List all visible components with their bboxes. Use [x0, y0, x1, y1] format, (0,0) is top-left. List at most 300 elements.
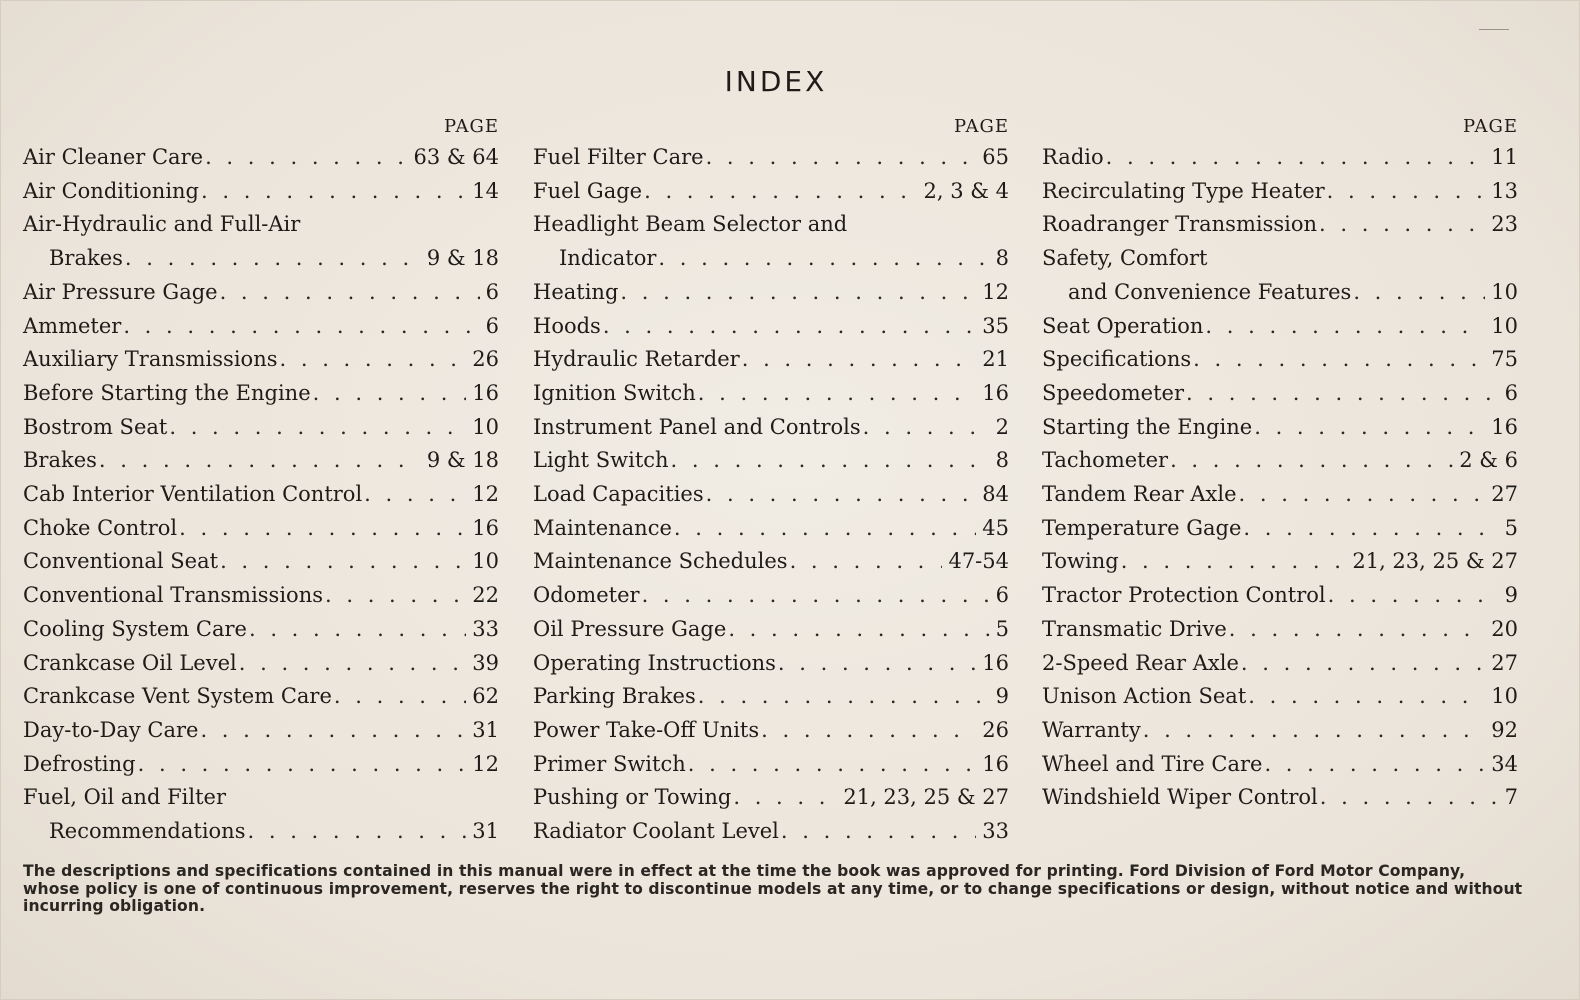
index-entry-topic: Auxiliary Transmissions: [23, 347, 278, 372]
dot-leader: [1241, 647, 1485, 681]
index-entry-topic: Cooling System Care: [23, 616, 247, 641]
dot-leader: [248, 815, 467, 849]
index-entry-page: 16: [982, 650, 1009, 675]
index-entry-line: [23, 545, 499, 579]
dot-leader: [179, 512, 466, 546]
index-entry: [1042, 613, 1518, 647]
dot-leader: [1353, 276, 1485, 310]
index-entry: [23, 276, 499, 310]
index-entry: [533, 714, 1009, 748]
index-entry-topic: Towing: [1042, 549, 1119, 574]
index-entry: [1042, 478, 1518, 512]
index-entry-topic: Wheel and Tire Care: [1042, 751, 1263, 776]
dot-leader: [1106, 141, 1486, 175]
index-entry-page: 45: [982, 515, 1009, 540]
index-entry-page: 5: [1504, 515, 1518, 540]
index-entry-topic: Maintenance Schedules: [533, 549, 788, 574]
pencil-mark: [1479, 29, 1509, 34]
dot-leader: [125, 242, 421, 276]
dot-leader: [200, 714, 466, 748]
index-entry-topic: Temperature Gage: [1042, 515, 1242, 540]
dot-leader: [1319, 208, 1485, 242]
index-entry: [1042, 377, 1518, 411]
index-entry-page: 2: [995, 414, 1009, 439]
index-entry-line: [23, 748, 499, 782]
index-entry-topic: Light Switch: [533, 448, 669, 473]
index-entry: [533, 815, 1009, 849]
page-column-header: PAGE: [954, 116, 1009, 137]
index-entry-line: [1042, 781, 1518, 815]
index-entry-line: [1042, 613, 1518, 647]
index-entry: [1042, 714, 1518, 748]
index-entry-line: [23, 781, 499, 815]
index-entry-line: [23, 208, 499, 242]
index-entry-line: [533, 647, 1009, 681]
index-entry-topic: Air Cleaner Care: [23, 145, 204, 169]
index-entry: [1042, 512, 1518, 546]
index-entry: [533, 478, 1009, 512]
index-entry-topic: Brakes: [23, 448, 97, 473]
index-entry-page: 27: [1491, 650, 1518, 675]
dot-leader: [688, 748, 977, 782]
index-entry: [1042, 242, 1518, 309]
index-entry-line: [533, 613, 1009, 647]
index-entry: [23, 208, 499, 275]
index-entry-line: [533, 141, 1009, 175]
index-entry-line: [1042, 579, 1518, 613]
index-entry: [1042, 444, 1518, 478]
dot-leader: [1327, 175, 1486, 209]
index-entry: [23, 444, 499, 478]
index-entry-topic: Warranty: [1042, 717, 1141, 742]
index-entry-topic: Recirculating Type Heater: [1042, 178, 1325, 203]
dot-leader: [99, 444, 421, 478]
index-entry-topic: Operating Instructions: [533, 650, 776, 675]
index-entry-line: [23, 478, 499, 512]
index-entry: [1042, 647, 1518, 681]
index-entry-topic: Ignition Switch: [533, 380, 696, 405]
index-entry-line: [533, 242, 1009, 276]
index-entry-line: [1042, 680, 1518, 714]
index-entry-line: [1042, 444, 1518, 478]
index-entry: [533, 781, 1009, 815]
index-entry-topic: Indicator: [559, 246, 657, 271]
index-entry-topic: Odometer: [533, 583, 640, 608]
index-entry-line: [23, 411, 499, 445]
index-entry-topic: Air Pressure Gage: [23, 279, 218, 304]
index-entry-line: [23, 579, 499, 613]
disclaimer-footnote: The descriptions and specifications contained in this manual were in effect at the time the book was approved for printing. Ford Division of Ford Motor Company, whose policy is one of continuous improvement, reserves the right to discontinue models at any time, or to change specifications or design, without notice and without incurring obligation.: [23, 862, 1523, 915]
index-entry-topic: Maintenance: [533, 515, 672, 540]
dot-leader: [642, 579, 990, 613]
index-entry-topic: Cab Interior Ventilation Control: [23, 482, 363, 507]
page-column-header: PAGE: [444, 116, 499, 137]
index-entry-topic: Bostrom Seat: [23, 414, 168, 439]
index-entry: [23, 545, 499, 579]
index-entry: [533, 377, 1009, 411]
index-entry-topic: Tachometer: [1042, 448, 1169, 473]
index-entry-line: [23, 242, 499, 276]
index-entry-page: 26: [472, 347, 499, 372]
index-entry-topic: Pushing or Towing: [533, 785, 732, 810]
index-entry-topic: Seat Operation: [1042, 313, 1204, 338]
index-entry-page: 62: [472, 684, 499, 709]
index-entry: [23, 781, 499, 848]
index-entry: [533, 613, 1009, 647]
index-entry-topic: Primer Switch: [533, 751, 686, 776]
index-entry-line: [23, 512, 499, 546]
index-entry-topic: Tandem Rear Axle: [1042, 482, 1237, 507]
index-entry-line: [533, 310, 1009, 344]
index-entry: [533, 647, 1009, 681]
index-entry-page: 33: [472, 616, 499, 641]
index-entry-page: 26: [982, 717, 1009, 742]
index-entry-page: 84: [982, 482, 1009, 507]
index-entry-page: 6: [485, 313, 499, 338]
index-entry: [23, 343, 499, 377]
index-entry-line: [1042, 714, 1518, 748]
dot-leader: [334, 680, 466, 714]
index-entry-topic: Heating: [533, 279, 619, 304]
index-entry-line: [533, 714, 1009, 748]
index-entry: [1042, 175, 1518, 209]
index-column-2: [533, 113, 1009, 849]
index-entry: [1042, 343, 1518, 377]
index-entry-page: 10: [1491, 279, 1518, 304]
index-entry-page: 34: [1491, 751, 1518, 776]
index-entry-line: [533, 781, 1009, 815]
index-entry-line: [1042, 545, 1518, 579]
index-entry: [1042, 579, 1518, 613]
index-entry: [1042, 680, 1518, 714]
index-entry-topic: Transmatic Drive: [1042, 616, 1227, 641]
index-entry-topic: Before Starting the Engine: [23, 380, 311, 405]
dot-leader: [1186, 377, 1499, 411]
index-entry-line: [1042, 377, 1518, 411]
index-entry-page: 20: [1491, 616, 1518, 641]
index-entry: [23, 748, 499, 782]
index-entry-line: [23, 815, 499, 849]
dot-leader: [280, 343, 467, 377]
index-entry-topic: Air-Hydraulic and Full-Air: [23, 212, 301, 237]
index-entry-line: [1042, 411, 1518, 445]
dot-leader: [1170, 444, 1453, 478]
index-entry-line: [533, 208, 1009, 242]
index-entry-page: 9: [995, 684, 1009, 709]
dot-leader: [658, 242, 989, 276]
index-entry-topic: Roadranger Transmission: [1042, 212, 1318, 237]
index-entry-page: 9 & 18: [426, 246, 499, 271]
dot-leader: [603, 310, 976, 344]
index-entry-line: [1042, 175, 1518, 209]
index-entry-topic: Oil Pressure Gage: [533, 616, 727, 641]
index-entry-page: 2 & 6: [1459, 448, 1518, 473]
dot-leader: [1328, 579, 1499, 613]
index-entry-page: 6: [995, 583, 1009, 608]
index-entry-line: [533, 343, 1009, 377]
index-entry-line: [23, 141, 499, 175]
index-entry: [533, 579, 1009, 613]
dot-leader: [698, 377, 976, 411]
index-entry-page: 13: [1491, 178, 1518, 203]
dot-leader: [706, 141, 977, 175]
index-entry-page: 65: [982, 145, 1009, 169]
index-entry: [23, 377, 499, 411]
index-entry-line: [533, 377, 1009, 411]
index-entry-topic: Brakes: [49, 246, 123, 271]
dot-leader: [644, 175, 917, 209]
index-entry-line: [23, 310, 499, 344]
index-entry-page: 10: [1491, 684, 1518, 709]
index-entry-page: 12: [982, 279, 1009, 304]
index-entry-topic: Load Capacities: [533, 482, 704, 507]
index-entry: [1042, 781, 1518, 815]
dot-leader: [239, 647, 467, 681]
index-entry-topic: Conventional Seat: [23, 549, 219, 574]
dot-leader: [123, 310, 479, 344]
index-entry-topic: Hoods: [533, 313, 601, 338]
index-entry-page: 9 & 18: [426, 448, 499, 473]
dot-leader: [706, 478, 977, 512]
index-entry-page: 16: [982, 751, 1009, 776]
dot-leader: [1254, 411, 1485, 445]
index-entry-topic: Air Conditioning: [23, 178, 199, 203]
index-entry-topic: 2-Speed Rear Axle: [1042, 650, 1239, 675]
index-entry: [533, 208, 1009, 275]
index-entry-page: 39: [472, 650, 499, 675]
index-entry: [533, 512, 1009, 546]
dot-leader: [733, 781, 837, 815]
dot-leader: [1121, 545, 1347, 579]
index-entry: [1042, 545, 1518, 579]
dot-leader: [1264, 748, 1485, 782]
index-entry-topic: Radiator Coolant Level: [533, 819, 779, 844]
index-entry: [533, 545, 1009, 579]
index-column-1: [23, 113, 499, 849]
index-entry-line: [1042, 343, 1518, 377]
index-entry-page: 35: [982, 313, 1009, 338]
dot-leader: [249, 613, 466, 647]
index-entry-topic: Fuel Gage: [533, 178, 643, 203]
index-entry-page: 63 & 64: [413, 145, 499, 169]
index-entry: [23, 647, 499, 681]
index-entry-line: [533, 545, 1009, 579]
index-entry-topic: Radio: [1042, 145, 1104, 169]
page-title: INDEX: [724, 65, 828, 98]
index-entry: [1042, 310, 1518, 344]
index-entry-page: 2, 3 & 4: [923, 178, 1009, 203]
index-entry-page: 10: [472, 414, 499, 439]
index-entry-topic: Conventional Transmissions: [23, 583, 323, 608]
index-entry-line: [533, 579, 1009, 613]
index-entry-line: [1042, 276, 1518, 310]
index-entry-page: 6: [1504, 380, 1518, 405]
index-entry-topic: Fuel Filter Care: [533, 145, 704, 169]
index-entry-line: [1042, 310, 1518, 344]
index-entry-line: [1042, 512, 1518, 546]
index-entry-page: 10: [472, 549, 499, 574]
dot-leader: [1143, 714, 1486, 748]
dot-leader: [201, 175, 466, 209]
index-entry: [533, 175, 1009, 209]
dot-leader: [778, 647, 976, 681]
dot-leader: [364, 478, 466, 512]
dot-leader: [1229, 613, 1485, 647]
index-entry-line: [23, 647, 499, 681]
index-entry-line: [533, 680, 1009, 714]
index-entry: [23, 141, 499, 175]
index-entry-topic: Fuel, Oil and Filter: [23, 785, 226, 810]
index-entry-topic: Windshield Wiper Control: [1042, 785, 1318, 810]
index-entry-page: 27: [1491, 482, 1518, 507]
index-entry-topic: Recommendations: [49, 819, 246, 844]
index-entry-page: 5: [995, 616, 1009, 641]
index-entry: [533, 343, 1009, 377]
index-entry-page: 12: [472, 751, 499, 776]
dot-leader: [698, 680, 990, 714]
index-entry-topic: Specifications: [1042, 347, 1192, 372]
index-entry: [23, 680, 499, 714]
index-entry-topic: Headlight Beam Selector and: [533, 212, 848, 237]
dot-leader: [1239, 478, 1486, 512]
index-entry-topic: Defrosting: [23, 751, 136, 776]
index-entry-page: 14: [472, 178, 499, 203]
index-entry: [1042, 141, 1518, 175]
index-entry-line: [23, 377, 499, 411]
dot-leader: [325, 579, 466, 613]
index-entry-line: [1042, 748, 1518, 782]
dot-leader: [761, 714, 976, 748]
index-entry-line: [533, 815, 1009, 849]
index-entry-page: 6: [485, 279, 499, 304]
index-entry-page: 16: [1491, 414, 1518, 439]
index-entry-topic: Instrument Panel and Controls: [533, 414, 861, 439]
index-entry-line: [23, 343, 499, 377]
index-entry: [23, 175, 499, 209]
index-entry-line: [1042, 242, 1518, 276]
index-entry-line: [1042, 208, 1518, 242]
dot-leader: [1320, 781, 1499, 815]
index-entry-line: [23, 680, 499, 714]
index-entry-page: 16: [982, 380, 1009, 405]
index-entry: [533, 748, 1009, 782]
index-entry-page: 12: [472, 482, 499, 507]
index-entry-line: [533, 276, 1009, 310]
index-entry-line: [533, 512, 1009, 546]
dot-leader: [169, 411, 466, 445]
dot-leader: [1193, 343, 1485, 377]
index-entry: [533, 680, 1009, 714]
index-entry-topic: Ammeter: [23, 313, 122, 338]
index-entry-page: 16: [472, 380, 499, 405]
index-entry-page: 23: [1491, 212, 1518, 237]
dot-leader: [220, 276, 480, 310]
index-entry-line: [23, 613, 499, 647]
index-entry-line: [533, 411, 1009, 445]
index-entry-topic: Crankcase Vent System Care: [23, 684, 332, 709]
index-entry-line: [1042, 478, 1518, 512]
index-entry-topic: Unison Action Seat: [1042, 684, 1247, 709]
index-entry: [1042, 748, 1518, 782]
index-entry: [533, 310, 1009, 344]
index-entry-page: 21: [982, 347, 1009, 372]
index-entry-page: 47-54: [948, 549, 1009, 574]
index-entry-page: 75: [1491, 347, 1518, 372]
dot-leader: [728, 613, 989, 647]
dot-leader: [671, 444, 990, 478]
index-entry: [533, 444, 1009, 478]
index-entry-topic: Power Take-Off Units: [533, 717, 760, 742]
index-entry-page: 10: [1491, 313, 1518, 338]
dot-leader: [863, 411, 990, 445]
index-entry-line: [23, 444, 499, 478]
index-entry-page: 22: [472, 583, 499, 608]
index-entry-topic: Parking Brakes: [533, 684, 696, 709]
index-entry-topic: Starting the Engine: [1042, 414, 1253, 439]
index-entry-line: [23, 714, 499, 748]
dot-leader: [781, 815, 976, 849]
index-entry-line: [533, 478, 1009, 512]
index-entry-page: 33: [982, 819, 1009, 844]
dot-leader: [1248, 680, 1485, 714]
dot-leader: [138, 748, 467, 782]
page-column-header: PAGE: [1463, 116, 1518, 137]
index-entry-page: 8: [995, 448, 1009, 473]
dot-leader: [313, 377, 467, 411]
index-entry-page: 9: [1504, 583, 1518, 608]
index-entry-page: 7: [1504, 785, 1518, 810]
index-entry: [533, 411, 1009, 445]
index-entry-topic: Tractor Protection Control: [1042, 583, 1326, 608]
index-entry-page: 92: [1491, 717, 1518, 742]
index-entry: [23, 714, 499, 748]
index-entry: [23, 411, 499, 445]
index-entry: [23, 310, 499, 344]
index-entry: [23, 512, 499, 546]
index-entry-topic: Hydraulic Retarder: [533, 347, 740, 372]
index-entry-page: 8: [995, 246, 1009, 271]
index-entry-topic: Choke Control: [23, 515, 178, 540]
index-entry-page: 16: [472, 515, 499, 540]
index-column-3: [1042, 113, 1518, 815]
index-entry-topic: Safety, Comfort: [1042, 246, 1208, 271]
dot-leader: [1243, 512, 1498, 546]
index-entry-line: [1042, 141, 1518, 175]
index-entry-topic: Speedometer: [1042, 380, 1185, 405]
dot-leader: [674, 512, 976, 546]
dot-leader: [205, 141, 407, 175]
dot-leader: [742, 343, 977, 377]
index-entry: [1042, 411, 1518, 445]
index-entry: [23, 579, 499, 613]
dot-leader: [1205, 310, 1485, 344]
index-entry-line: [23, 175, 499, 209]
index-entry-page: 31: [472, 717, 499, 742]
index-entry-page: 11: [1491, 145, 1518, 169]
dot-leader: [620, 276, 976, 310]
index-entry: [23, 478, 499, 512]
index-entry-page: 21, 23, 25 & 27: [1352, 549, 1518, 574]
index-entry-line: [1042, 647, 1518, 681]
index-entry-page: 21, 23, 25 & 27: [843, 785, 1009, 810]
index-entry-line: [533, 175, 1009, 209]
index-entry-page: 31: [472, 819, 499, 844]
index-entry-line: [533, 748, 1009, 782]
dot-leader: [220, 545, 466, 579]
index-entry-line: [23, 276, 499, 310]
index-entry-topic: and Convenience Features: [1068, 279, 1352, 304]
index-entry-topic: Crankcase Oil Level: [23, 650, 237, 675]
